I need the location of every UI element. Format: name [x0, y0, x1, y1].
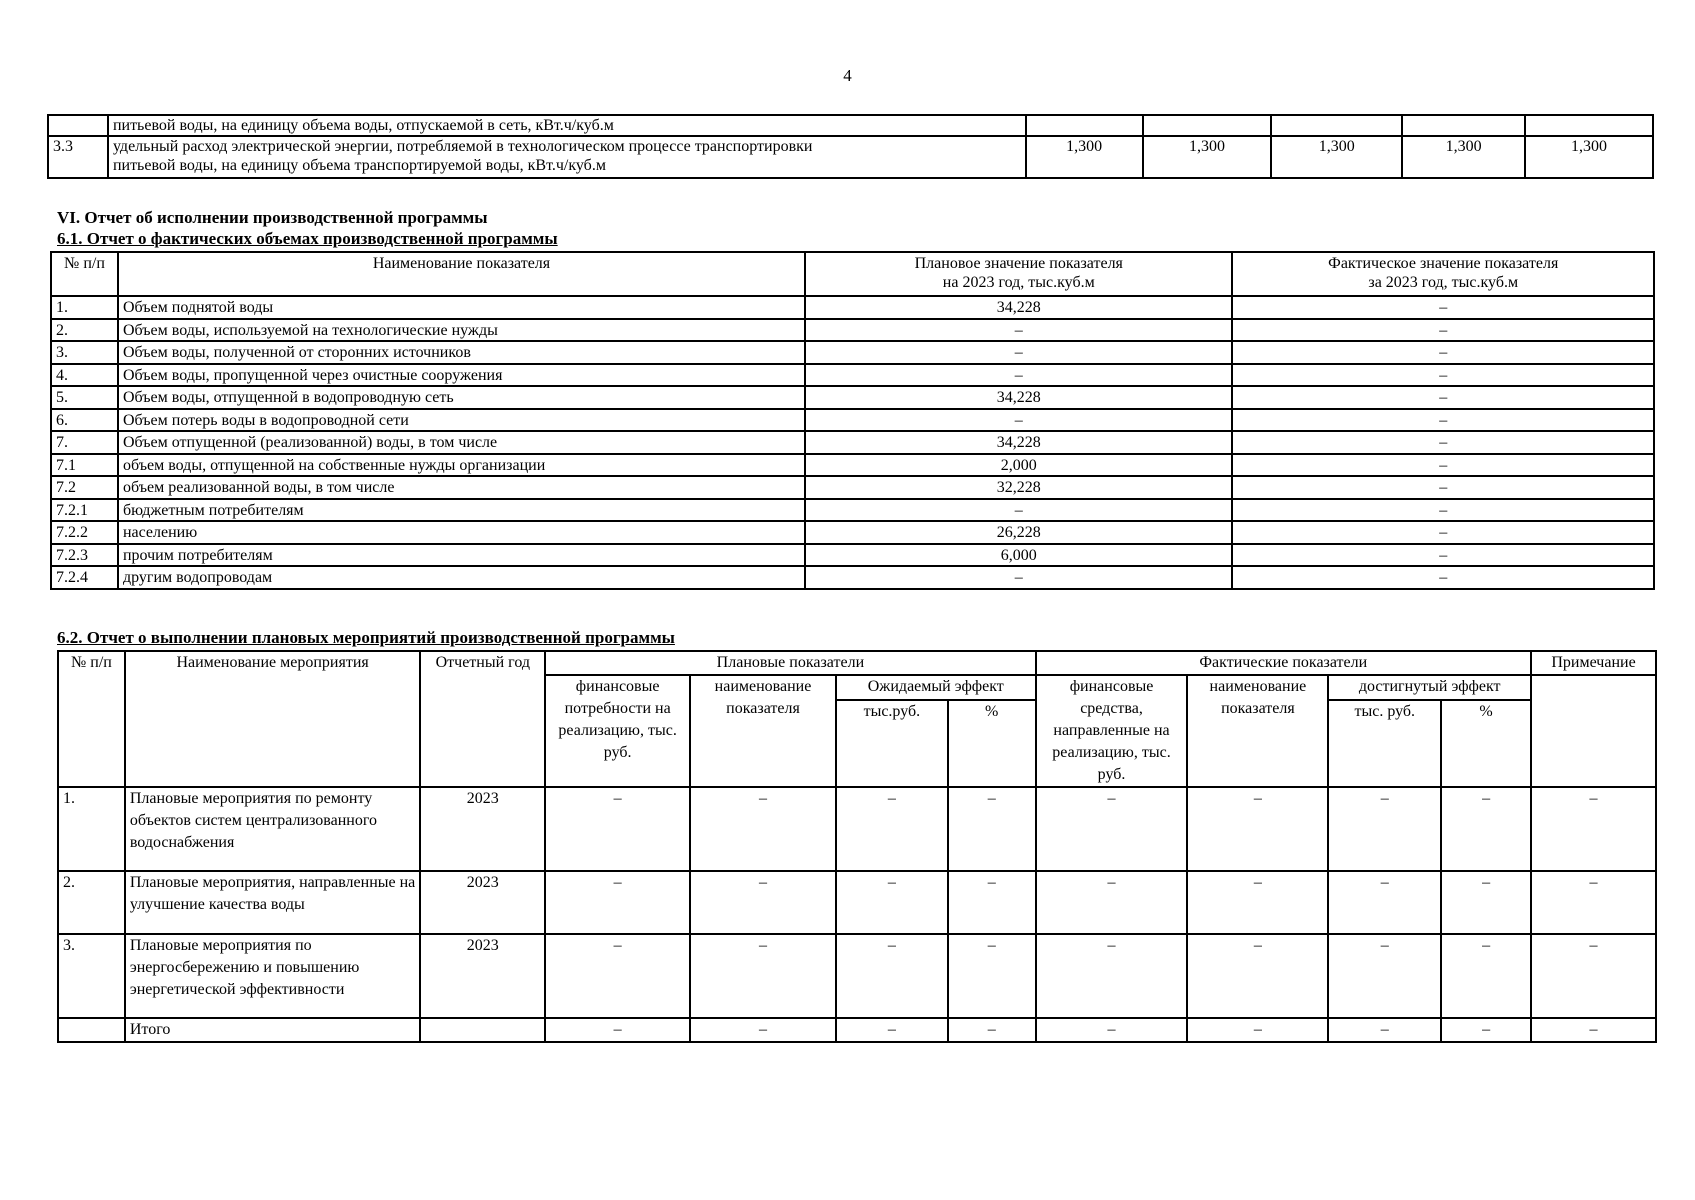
indicator-name: Объем воды, отпущенной в водопроводную сеть	[118, 386, 805, 409]
value-cell: –	[1036, 787, 1188, 871]
row-number: 2.	[51, 319, 118, 342]
value-cell	[1143, 115, 1272, 136]
header-unit-rub: тыс. руб.	[1328, 700, 1441, 787]
subsection-title-6-1: 6.1. Отчет о фактических объемах производственной программы	[57, 229, 558, 248]
value-cell: –	[836, 934, 948, 1018]
table-row	[51, 499, 1654, 522]
fact-value: –	[1232, 521, 1654, 544]
row-number: 1.	[51, 296, 118, 319]
value-cell: –	[1328, 871, 1441, 934]
value-cell: –	[948, 787, 1036, 871]
value-cell: –	[690, 871, 836, 934]
row-number: 7.2.1	[51, 499, 118, 522]
row-number: 7.2.4	[51, 566, 118, 589]
measure-name: Плановые мероприятия по энергосбережению и повышению энергетической эффективности	[125, 934, 421, 1018]
table-row	[51, 364, 1654, 387]
table-row	[51, 296, 1654, 319]
fact-value: –	[1232, 296, 1654, 319]
row-number: 3.	[58, 934, 125, 1018]
indicator-name: Объем потерь воды в водопроводной сети	[118, 409, 805, 432]
header-unit-pct: %	[948, 700, 1036, 787]
header-plan-name: наименование показателя	[690, 675, 836, 787]
value-cell: –	[1187, 1018, 1328, 1042]
value-cell: –	[948, 1018, 1036, 1042]
value-cell: –	[1328, 934, 1441, 1018]
indicator-name	[108, 136, 1026, 178]
value-cell: –	[1531, 787, 1656, 871]
indicator-name: Объем воды, используемой на технологические нужды	[118, 319, 805, 342]
value-cell: –	[1036, 1018, 1188, 1042]
value-cell: –	[690, 1018, 836, 1042]
report-year: 2023	[420, 787, 545, 871]
value-cell: –	[1328, 787, 1441, 871]
table-row	[48, 115, 1653, 136]
value-cell: –	[1187, 871, 1328, 934]
value-cell: –	[1531, 871, 1656, 934]
header-num: № п/п	[58, 651, 125, 787]
header-fact-line: за 2023 год, тыс.куб.м	[1368, 274, 1519, 291]
header-fact-fin: финансовые средства, направленные на реализацию, тыс. руб.	[1036, 675, 1188, 787]
header-plan-line: Плановое значение показателя	[914, 255, 1123, 272]
value-cell: –	[948, 871, 1036, 934]
measures-table-body	[58, 787, 1656, 1042]
value-cell	[1525, 115, 1653, 136]
plan-value: 6,000	[805, 544, 1232, 567]
header-plan-fin: финансовые потребности на реализацию, тыс. руб.	[545, 675, 690, 787]
report-year: 2023	[420, 934, 545, 1018]
value-cell: –	[690, 787, 836, 871]
header-achieved-effect: достигнутый эффект	[1328, 675, 1531, 700]
value-cell: 1,300	[1271, 136, 1402, 178]
measure-name: Плановые мероприятия, направленные на улучшение качества воды	[125, 871, 421, 934]
header-fact-name: наименование показателя	[1187, 675, 1328, 787]
indicator-name: Объем поднятой воды	[118, 296, 805, 319]
table-row	[51, 454, 1654, 477]
fact-value: –	[1232, 409, 1654, 432]
value-cell: –	[836, 1018, 948, 1042]
table-row	[51, 566, 1654, 589]
value-cell: –	[1187, 787, 1328, 871]
table-row	[48, 136, 1653, 178]
row-number: 3.3	[48, 136, 108, 178]
value-cell: 1,300	[1525, 136, 1653, 178]
row-number: 1.	[58, 787, 125, 871]
value-cell: –	[1187, 934, 1328, 1018]
indicator-name: населению	[118, 521, 805, 544]
table-row	[51, 319, 1654, 342]
row-number: 3.	[51, 341, 118, 364]
volumes-table-body	[51, 296, 1654, 589]
value-cell: –	[1531, 934, 1656, 1018]
value-cell: 1,300	[1143, 136, 1272, 178]
indicator-name: объем реализованной воды, в том числе	[118, 476, 805, 499]
header-name: Наименование показателя	[118, 252, 805, 296]
value-cell: –	[1441, 787, 1531, 871]
value-cell: –	[1441, 1018, 1531, 1042]
plan-value: 34,228	[805, 386, 1232, 409]
indicator-name: бюджетным потребителям	[118, 499, 805, 522]
table-row	[51, 476, 1654, 499]
row-number	[48, 115, 108, 136]
table-row	[51, 341, 1654, 364]
value-cell: 1,300	[1402, 136, 1525, 178]
value-cell: –	[1441, 871, 1531, 934]
row-number: 7.2.3	[51, 544, 118, 567]
table-row	[51, 431, 1654, 454]
value-cell	[1026, 115, 1143, 136]
subsection-title-6-2: 6.2. Отчет о выполнении плановых мероприятий производственной программы	[57, 628, 675, 647]
row-number: 4.	[51, 364, 118, 387]
value-cell: –	[836, 871, 948, 934]
value-cell: –	[545, 934, 690, 1018]
header-fact-line: Фактическое значение показателя	[1328, 255, 1559, 272]
section-title: VI. Отчет об исполнении производственной программы	[57, 208, 488, 227]
measures-table	[57, 650, 1657, 1043]
indicator-name: прочим потребителям	[118, 544, 805, 567]
value-cell: –	[1036, 871, 1188, 934]
fact-value: –	[1232, 476, 1654, 499]
value-cell: –	[1531, 1018, 1656, 1042]
header-note: Примечание	[1531, 651, 1656, 675]
value-cell: –	[690, 934, 836, 1018]
table-row	[58, 1018, 1656, 1042]
fact-value: –	[1232, 319, 1654, 342]
plan-value: –	[805, 319, 1232, 342]
indicator-name-line: питьевой воды, на единицу объема транспортируемой воды, кВт.ч/куб.м	[112, 157, 606, 174]
value-cell: –	[545, 871, 690, 934]
value-cell: –	[1441, 934, 1531, 1018]
indicator-name-line: удельный расход электрической энергии, потребляемой в технологическом процессе транспортировки	[112, 138, 813, 155]
plan-value: –	[805, 499, 1232, 522]
measure-name: Плановые мероприятия по ремонту объектов систем централизованного водоснабжения	[125, 787, 421, 871]
header-fact-group: Фактические показатели	[1036, 651, 1531, 675]
fact-value: –	[1232, 364, 1654, 387]
header-unit-rub: тыс.руб.	[836, 700, 948, 787]
row-number	[58, 1018, 125, 1042]
fact-value: –	[1232, 341, 1654, 364]
header-name: Наименование мероприятия	[125, 651, 421, 787]
fact-value: –	[1232, 499, 1654, 522]
value-cell: –	[1036, 934, 1188, 1018]
plan-value: –	[805, 341, 1232, 364]
header-fact	[1232, 252, 1654, 296]
report-year: 2023	[420, 871, 545, 934]
header-plan-line: на 2023 год, тыс.куб.м	[942, 274, 1095, 291]
plan-value: –	[805, 409, 1232, 432]
header-expected-effect: Ожидаемый эффект	[836, 675, 1036, 700]
header-plan-group: Плановые показатели	[545, 651, 1035, 675]
indicator-name: Объем воды, полученной от сторонних источников	[118, 341, 805, 364]
row-number: 2.	[58, 871, 125, 934]
indicator-name: объем воды, отпущенной на собственные нужды организации	[118, 454, 805, 477]
plan-value: 32,228	[805, 476, 1232, 499]
header-num: № п/п	[51, 252, 118, 296]
measure-name: Итого	[125, 1018, 421, 1042]
row-number: 7.	[51, 431, 118, 454]
table-row	[51, 386, 1654, 409]
value-cell: –	[545, 787, 690, 871]
fact-value: –	[1232, 386, 1654, 409]
fact-value: –	[1232, 544, 1654, 567]
plan-value: 26,228	[805, 521, 1232, 544]
value-cell: –	[836, 787, 948, 871]
table-header-row	[51, 252, 1654, 296]
header-note-blank	[1531, 675, 1656, 787]
value-cell	[1402, 115, 1525, 136]
value-cell: –	[545, 1018, 690, 1042]
table-row	[58, 871, 1656, 934]
indicator-name: питьевой воды, на единицу объема воды, отпускаемой в сеть, кВт.ч/куб.м	[108, 115, 1026, 136]
plan-value: 34,228	[805, 296, 1232, 319]
row-number: 7.2	[51, 476, 118, 499]
plan-value: –	[805, 364, 1232, 387]
indicator-name: Объем воды, пропущенной через очистные сооружения	[118, 364, 805, 387]
report-year	[420, 1018, 545, 1042]
table-header-row	[58, 651, 1656, 675]
value-cell: 1,300	[1026, 136, 1143, 178]
table-row	[51, 409, 1654, 432]
header-plan	[805, 252, 1232, 296]
energy-consumption-table	[47, 114, 1654, 179]
plan-value: 34,228	[805, 431, 1232, 454]
table-row	[58, 934, 1656, 1018]
fact-value: –	[1232, 566, 1654, 589]
row-number: 6.	[51, 409, 118, 432]
header-year: Отчетный год	[420, 651, 545, 787]
table-row	[58, 787, 1656, 871]
row-number: 7.1	[51, 454, 118, 477]
value-cell: –	[948, 934, 1036, 1018]
indicator-name: другим водопроводам	[118, 566, 805, 589]
volumes-table	[50, 251, 1655, 590]
page-number: 4	[843, 66, 852, 85]
value-cell	[1271, 115, 1402, 136]
value-cell: –	[1328, 1018, 1441, 1042]
header-unit-pct: %	[1441, 700, 1531, 787]
fact-value: –	[1232, 431, 1654, 454]
row-number: 5.	[51, 386, 118, 409]
plan-value: –	[805, 566, 1232, 589]
fact-value: –	[1232, 454, 1654, 477]
table-row	[51, 521, 1654, 544]
plan-value: 2,000	[805, 454, 1232, 477]
table-row	[51, 544, 1654, 567]
indicator-name: Объем отпущенной (реализованной) воды, в том числе	[118, 431, 805, 454]
row-number: 7.2.2	[51, 521, 118, 544]
